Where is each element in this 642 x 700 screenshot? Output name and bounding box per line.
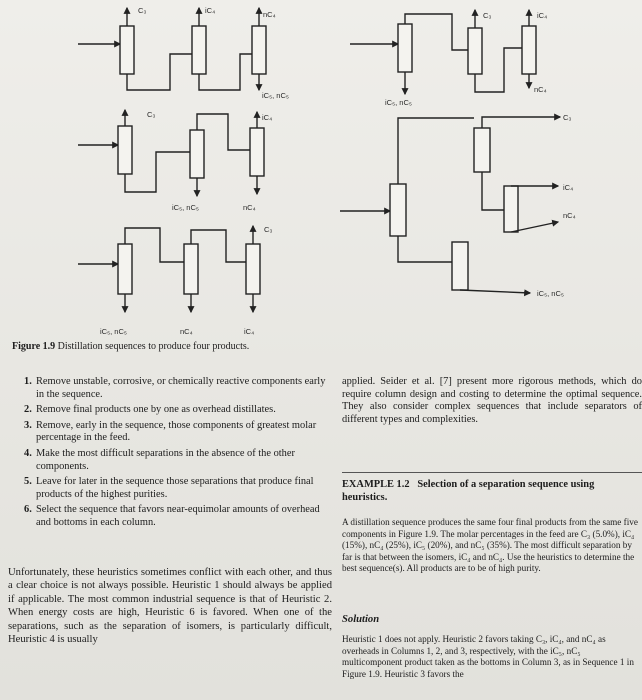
stream-label: iC₅, nC₅ xyxy=(172,203,199,212)
body-paragraph: Unfortunately, these heuristics sometimes conflict with each other, and thus a clear choice is not always possible. Heuristic 1 should always be applied if applicable. The most common industrial sequence is that of Heuristic 2. When energy costs are high, Heuristic 6 is favored. When one of the separations, such as the separation of isomers, is particularly difficult, Heuristic 4 is usually xyxy=(8,567,332,646)
stream-label: iC₅, nC₅ xyxy=(100,327,127,336)
stream-label: nC₄ xyxy=(534,85,547,94)
list-item: 6. Select the sequence that favors near-equimolar amounts of overhead and bottoms in each column. xyxy=(24,504,320,528)
stream-label: nC₄ xyxy=(563,211,576,220)
body-paragraph-continued: applied. Seider et al. [7] present more rigorous methods, which do require column design and costing to determine the optimal sequence. They also consider complex sequences that include separators of different types and complexities. xyxy=(342,376,642,425)
solution-heading: Solution xyxy=(342,614,380,625)
list-item: 1. Remove unstable, corrosive, or chemically reactive components early in the sequence. xyxy=(24,376,326,400)
stream-label: iC₄ xyxy=(244,327,255,336)
list-item: 2. Remove final products one by one as overhead distillates. xyxy=(24,404,276,416)
figure-caption-text: Distillation sequences to produce four products. xyxy=(57,341,250,352)
stream-label: iC₄ xyxy=(537,11,548,20)
solution-body: Heuristic 1 does not apply. Heuristic 2 favors taking C₃, iC₄, and nC₄ as overheads in Columns 1, 2, and 3, respectively, with the iC₅, nC₅ multicomponent product taken as the bottoms in Column 3, as in Sequence 1 in Figure 1.9. Heuristic 3 favors the xyxy=(342,634,634,679)
stream-label: iC₄ xyxy=(563,183,574,192)
stream-label: iC₄ xyxy=(205,6,216,15)
example-title: EXAMPLE 1.2 Selection of a separation sequence using heuristics. xyxy=(342,479,595,503)
distillation-sequence-diagrams xyxy=(0,0,642,340)
list-item: 4. Make the most difficult separations in the absence of the other components. xyxy=(24,447,295,472)
stream-label: C₃ xyxy=(563,113,572,122)
example-divider xyxy=(342,472,642,473)
figure-caption xyxy=(12,341,249,352)
stream-label: iC₄ xyxy=(262,113,273,122)
example-body: A distillation sequence produces the same four final products from the same five components in Figure 1.9. The molar percentages in the feed are C₃ (5.0%), iC₄ (15%), nC₄ (25%), iC₅ (20%), and nC₅ (35%). The most difficult separation by far is that between the isomers, iC₄ and nC₄. Use the heuristics to determine the best sequence(s). All products are to be of high purity. xyxy=(342,517,638,574)
stream-label: C₃ xyxy=(483,11,492,20)
stream-label: iC₅, nC₅ xyxy=(537,289,564,298)
stream-label: C₃ xyxy=(147,110,156,119)
stream-label: nC₄ xyxy=(263,10,276,19)
stream-label: nC₄ xyxy=(243,203,256,212)
list-item: 5. Leave for later in the sequence those separations that produce final products of the highest purities. xyxy=(24,476,314,500)
stream-label: nC₄ xyxy=(180,327,193,336)
heuristics-list xyxy=(12,376,334,533)
stream-label: iC₅, nC₅ xyxy=(262,91,289,100)
stream-label: C₃ xyxy=(264,225,273,234)
stream-label: C₃ xyxy=(138,6,147,15)
figure-number: Figure 1.9 xyxy=(12,341,56,352)
list-item: 3. Remove, early in the sequence, those components of greatest molar percentage in the feed. xyxy=(24,419,317,444)
stream-label: iC₅, nC₅ xyxy=(385,98,412,107)
